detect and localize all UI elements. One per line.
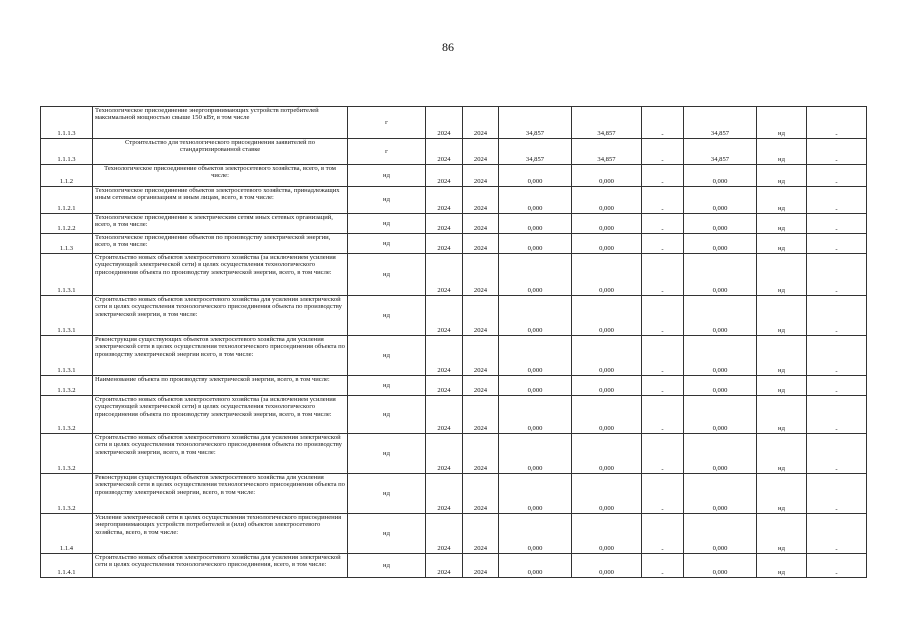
row-description: Строительство для технологического присоединения заявителей по стандартизированной ставке (93, 139, 348, 165)
row-dash-2: - (807, 187, 867, 214)
row-year-start: 2024 (426, 474, 463, 514)
row-dash-1: - (642, 214, 684, 234)
row-value-3: 0,000 (684, 234, 757, 254)
row-year-start: 2024 (426, 514, 463, 554)
row-description: Строительство новых объектов электросетевого хозяйства для усиления электрической сети в целях осуществления технологического присоединения объекта по производству электрической энергии, всего, в том числе: (93, 434, 348, 474)
row-code: 1.1.4.1 (41, 554, 93, 578)
row-value-3: 0,000 (684, 296, 757, 336)
row-value-2: 0,000 (572, 514, 642, 554)
row-value-1: 0,000 (499, 376, 572, 396)
row-code: 1.1.3.1 (41, 254, 93, 296)
table-row (41, 107, 867, 139)
row-value-1: 0,000 (499, 396, 572, 434)
row-year-start: 2024 (426, 139, 463, 165)
row-value-2: 0,000 (572, 214, 642, 234)
row-unit: нд (348, 396, 426, 434)
row-year-start: 2024 (426, 187, 463, 214)
row-value-1: 0,000 (499, 234, 572, 254)
row-year-end: 2024 (463, 254, 499, 296)
row-code: 1.1.3.1 (41, 336, 93, 376)
row-unit-2: нд (757, 187, 807, 214)
row-unit: нд (348, 554, 426, 578)
row-code: 1.1.3.1 (41, 296, 93, 336)
table-row (41, 187, 867, 214)
row-unit-2: нд (757, 254, 807, 296)
row-dash-1: - (642, 296, 684, 336)
row-value-2: 0,000 (572, 396, 642, 434)
row-unit-2: нд (757, 234, 807, 254)
row-year-start: 2024 (426, 234, 463, 254)
row-code: 1.1.1.3 (41, 139, 93, 165)
row-description: Реконструкция существующих объектов электросетевого хозяйства для усиления электрической сети в целях осуществления технологического присоединения объекта по производству электрической энергии всего, в том числе: (93, 336, 348, 376)
row-code: 1.1.2 (41, 165, 93, 187)
row-dash-2: - (807, 234, 867, 254)
table-row (41, 234, 867, 254)
row-year-start: 2024 (426, 396, 463, 434)
row-description: Технологическое присоединение объектов электросетевого хозяйства, всего, в том числе: (93, 165, 348, 187)
row-unit: нд (348, 434, 426, 474)
row-value-3: 0,000 (684, 554, 757, 578)
row-year-end: 2024 (463, 514, 499, 554)
row-dash-2: - (807, 165, 867, 187)
row-year-end: 2024 (463, 296, 499, 336)
row-value-1: 34,857 (499, 107, 572, 139)
row-description: Наименование объекта по производству электрической энергии, всего, в том числе: (93, 376, 348, 396)
table-row (41, 254, 867, 296)
row-description: Строительство новых объектов электросетевого хозяйства для усиления электрической сети в целях осуществления технологического присоединения объекта по производству электрической энергии, в том числе: (93, 296, 348, 336)
row-unit: г (348, 139, 426, 165)
row-value-1: 0,000 (499, 474, 572, 514)
row-value-1: 0,000 (499, 165, 572, 187)
row-value-1: 0,000 (499, 187, 572, 214)
row-value-3: 0,000 (684, 376, 757, 396)
row-code: 1.1.4 (41, 514, 93, 554)
row-dash-1: - (642, 165, 684, 187)
row-value-2: 34,857 (572, 139, 642, 165)
page-number: 86 (442, 40, 454, 54)
row-description: Строительство новых объектов электросетевого хозяйства для усиления электрической сети в целях осуществления технологического присоединения, всего, в том числе: (93, 554, 348, 578)
row-code: 1.1.3.2 (41, 376, 93, 396)
row-value-1: 0,000 (499, 214, 572, 234)
row-code: 1.1.1.3 (41, 107, 93, 139)
row-dash-2: - (807, 254, 867, 296)
row-year-end: 2024 (463, 107, 499, 139)
row-year-end: 2024 (463, 554, 499, 578)
row-dash-2: - (807, 336, 867, 376)
row-code: 1.1.2.1 (41, 187, 93, 214)
row-year-start: 2024 (426, 336, 463, 376)
row-dash-1: - (642, 514, 684, 554)
row-dash-1: - (642, 254, 684, 296)
row-unit-2: нд (757, 376, 807, 396)
row-unit: нд (348, 187, 426, 214)
row-year-end: 2024 (463, 234, 499, 254)
row-unit: нд (348, 296, 426, 336)
row-value-1: 0,000 (499, 254, 572, 296)
row-year-start: 2024 (426, 214, 463, 234)
row-value-2: 0,000 (572, 187, 642, 214)
row-value-2: 0,000 (572, 336, 642, 376)
row-unit: нд (348, 165, 426, 187)
row-dash-2: - (807, 139, 867, 165)
row-dash-2: - (807, 214, 867, 234)
row-year-end: 2024 (463, 187, 499, 214)
table-row (41, 554, 867, 578)
row-year-end: 2024 (463, 376, 499, 396)
row-description: Строительство новых объектов электросетевого хозяйства (за исключением усиления существующей электрической сети) в целях осуществления технологического присоединения объекта по производству электрической энергии, всего, в том числе: (93, 396, 348, 434)
row-value-2: 0,000 (572, 554, 642, 578)
row-dash-1: - (642, 336, 684, 376)
row-year-end: 2024 (463, 139, 499, 165)
row-year-end: 2024 (463, 214, 499, 234)
row-description: Технологическое присоединение объектов по производству электрической энергии, всего, в том числе: (93, 234, 348, 254)
row-description: Технологическое присоединение к электрическим сетям иных сетевых организаций, всего, в том числе: (93, 214, 348, 234)
row-unit: нд (348, 514, 426, 554)
row-year-end: 2024 (463, 434, 499, 474)
row-value-2: 0,000 (572, 474, 642, 514)
row-value-3: 0,000 (684, 214, 757, 234)
row-value-3: 34,857 (684, 139, 757, 165)
row-value-1: 0,000 (499, 514, 572, 554)
row-year-start: 2024 (426, 296, 463, 336)
row-year-start: 2024 (426, 107, 463, 139)
row-code: 1.1.3.2 (41, 474, 93, 514)
row-value-3: 0,000 (684, 514, 757, 554)
row-unit: нд (348, 474, 426, 514)
row-dash-1: - (642, 234, 684, 254)
row-unit: нд (348, 336, 426, 376)
row-value-3: 0,000 (684, 434, 757, 474)
row-unit-2: нд (757, 434, 807, 474)
row-description: Технологическое присоединение энергопринимающих устройств потребителей максимальной мощностью свыше 150 кВт, в том числе (93, 107, 348, 139)
row-dash-2: - (807, 514, 867, 554)
row-dash-1: - (642, 187, 684, 214)
row-value-3: 0,000 (684, 474, 757, 514)
row-value-3: 0,000 (684, 336, 757, 376)
table-row (41, 336, 867, 376)
table-row (41, 376, 867, 396)
table-row (41, 165, 867, 187)
row-code: 1.1.3.2 (41, 434, 93, 474)
row-dash-1: - (642, 376, 684, 396)
row-unit-2: нд (757, 296, 807, 336)
row-value-1: 0,000 (499, 296, 572, 336)
row-value-3: 0,000 (684, 254, 757, 296)
row-year-end: 2024 (463, 165, 499, 187)
row-value-2: 0,000 (572, 165, 642, 187)
row-dash-2: - (807, 107, 867, 139)
row-value-1: 34,857 (499, 139, 572, 165)
row-dash-1: - (642, 139, 684, 165)
row-unit: г (348, 107, 426, 139)
row-unit: нд (348, 214, 426, 234)
row-unit: нд (348, 254, 426, 296)
row-value-3: 0,000 (684, 187, 757, 214)
row-unit-2: нд (757, 554, 807, 578)
row-unit-2: нд (757, 165, 807, 187)
row-dash-2: - (807, 474, 867, 514)
row-dash-2: - (807, 554, 867, 578)
row-value-3: 34,857 (684, 107, 757, 139)
row-description: Усиление электрической сети в целях осуществления технологического присоединения энергопринимающих устройств потребителей и (или) объектов электросетевого хозяйства, всего, в том числе: (93, 514, 348, 554)
table-row (41, 474, 867, 514)
row-value-1: 0,000 (499, 434, 572, 474)
row-unit-2: нд (757, 139, 807, 165)
row-year-start: 2024 (426, 165, 463, 187)
row-year-start: 2024 (426, 254, 463, 296)
row-code: 1.1.3 (41, 234, 93, 254)
row-year-start: 2024 (426, 554, 463, 578)
row-value-2: 0,000 (572, 254, 642, 296)
row-dash-2: - (807, 396, 867, 434)
row-year-start: 2024 (426, 434, 463, 474)
row-description: Технологическое присоединение объектов электросетевого хозяйства, принадлежащих иным сетевым организациям и иным лицам, всего, в том числе: (93, 187, 348, 214)
investment-program-table (40, 106, 867, 578)
row-dash-1: - (642, 434, 684, 474)
row-dash-1: - (642, 107, 684, 139)
row-unit-2: нд (757, 107, 807, 139)
row-year-end: 2024 (463, 396, 499, 434)
row-unit-2: нд (757, 336, 807, 376)
row-description: Строительство новых объектов электросетевого хозяйства (за исключением усиления существующей электрической сети) в целях осуществления технологического присоединения объекта по производству электрической энергии, всего, в том числе: (93, 254, 348, 296)
table-row (41, 296, 867, 336)
row-value-3: 0,000 (684, 396, 757, 434)
row-value-2: 34,857 (572, 107, 642, 139)
row-unit-2: нд (757, 214, 807, 234)
row-dash-2: - (807, 434, 867, 474)
table-row (41, 514, 867, 554)
row-dash-2: - (807, 376, 867, 396)
table-row (41, 396, 867, 434)
row-year-end: 2024 (463, 336, 499, 376)
row-code: 1.1.3.2 (41, 396, 93, 434)
row-value-2: 0,000 (572, 434, 642, 474)
table-row (41, 139, 867, 165)
row-value-1: 0,000 (499, 554, 572, 578)
row-year-start: 2024 (426, 376, 463, 396)
row-dash-2: - (807, 296, 867, 336)
row-year-end: 2024 (463, 474, 499, 514)
row-dash-1: - (642, 474, 684, 514)
row-unit: нд (348, 234, 426, 254)
row-unit-2: нд (757, 396, 807, 434)
row-unit-2: нд (757, 514, 807, 554)
row-value-2: 0,000 (572, 376, 642, 396)
row-value-3: 0,000 (684, 165, 757, 187)
row-unit: нд (348, 376, 426, 396)
row-dash-1: - (642, 554, 684, 578)
row-dash-1: - (642, 396, 684, 434)
row-value-2: 0,000 (572, 296, 642, 336)
row-description: Реконструкция существующих объектов электросетевого хозяйства для усиления электрической сети в целях осуществления технологического присоединения объекта по производству электрической энергии, всего, в том числе: (93, 474, 348, 514)
row-value-2: 0,000 (572, 234, 642, 254)
row-value-1: 0,000 (499, 336, 572, 376)
table-row (41, 214, 867, 234)
table-row (41, 434, 867, 474)
row-unit-2: нд (757, 474, 807, 514)
row-code: 1.1.2.2 (41, 214, 93, 234)
